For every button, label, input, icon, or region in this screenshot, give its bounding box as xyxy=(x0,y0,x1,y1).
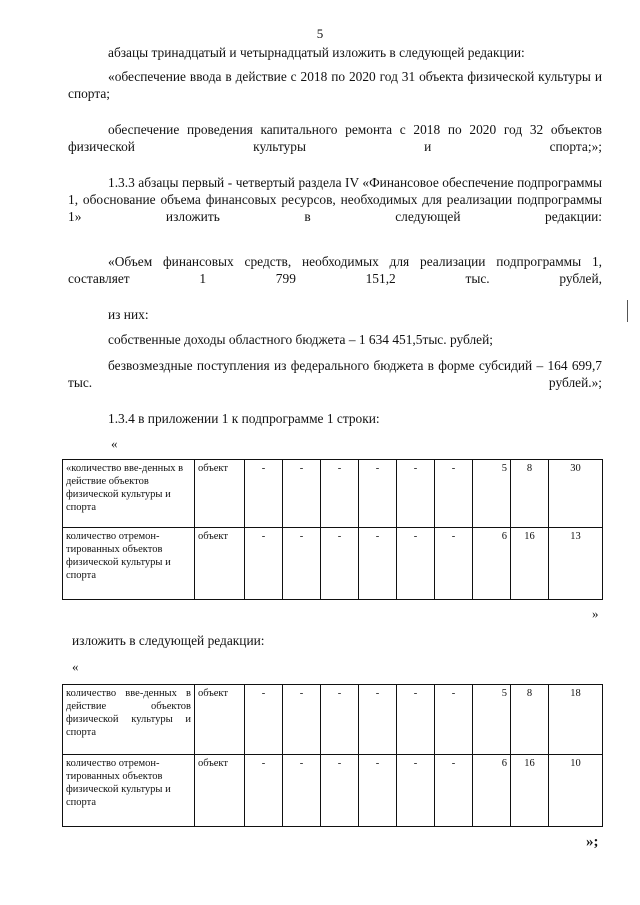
table-row xyxy=(63,460,603,528)
paragraph-federal-subsidies: безвозмездные поступления из федерального бюджета в форме субсидий – 164 699,7 тыс. рублей.»; xyxy=(68,358,602,390)
value-cell: - xyxy=(397,755,435,827)
paragraph-appendix: 1.3.4 в приложении 1 к подпрограмме 1 строки: xyxy=(108,411,380,426)
value-cell: - xyxy=(435,528,473,600)
paragraph-repair: обеспечение проведения капитального ремонта с 2018 по 2020 год 32 объектов физической культуры и спорта;»; xyxy=(68,122,602,154)
value-cell: 10 xyxy=(549,755,603,827)
value-cell: 6 xyxy=(473,755,511,827)
value-cell: 16 xyxy=(511,755,549,827)
value-cell: - xyxy=(359,755,397,827)
indicator-name: количество вве-денных в действие объектов физической культуры и спорта xyxy=(63,685,195,755)
value-cell: 13 xyxy=(549,528,603,600)
open-quote-old: « xyxy=(111,436,118,451)
value-cell: - xyxy=(359,528,397,600)
indicator-name: количество отремон-тированных объектов физической культуры и спорта xyxy=(63,528,195,600)
table-row xyxy=(63,755,603,827)
value-cell: - xyxy=(435,685,473,755)
unit-cell: объект xyxy=(195,685,245,755)
table-row xyxy=(63,528,603,600)
table-row xyxy=(63,685,603,755)
paragraph-commissioning: «обеспечение ввода в действие с 2018 по 2020 год 31 объекта физической культуры и спорта; xyxy=(68,69,602,101)
value-cell: - xyxy=(435,755,473,827)
value-cell: 5 xyxy=(473,460,511,528)
value-cell: - xyxy=(397,528,435,600)
value-cell: - xyxy=(245,460,283,528)
unit-cell: объект xyxy=(195,528,245,600)
unit-cell: объект xyxy=(195,460,245,528)
table-new-rows xyxy=(62,684,603,827)
unit-cell: объект xyxy=(195,755,245,827)
paragraph-of-them: из них: xyxy=(108,307,149,322)
value-cell: - xyxy=(283,685,321,755)
paragraph-section-iv: 1.3.3 абзацы первый - четвертый раздела IV «Финансовое обеспечение подпрограммы 1, обоснование объема финансовых ресурсов, необходимых для реализации подпрограммы 1» изложить в следующей редакции: xyxy=(68,175,602,224)
open-quote-new: « xyxy=(72,659,79,674)
value-cell: 16 xyxy=(511,528,549,600)
value-cell: - xyxy=(245,528,283,600)
indicator-name: «количество вве-денных в действие объектов физической культуры и спорта xyxy=(63,460,195,528)
close-quote-old: » xyxy=(592,606,599,621)
value-cell: - xyxy=(321,528,359,600)
value-cell: - xyxy=(321,755,359,827)
value-cell: 5 xyxy=(473,685,511,755)
page-number: 5 xyxy=(316,26,324,41)
paragraph-new-edition: изложить в следующей редакции: xyxy=(72,633,265,648)
paragraph-own-revenue: собственные доходы областного бюджета – 1 634 451,5тыс. рублей; xyxy=(108,332,493,347)
value-cell: - xyxy=(283,755,321,827)
value-cell: - xyxy=(245,685,283,755)
value-cell: 6 xyxy=(473,528,511,600)
indicator-name: количество отремон-тированных объектов физической культуры и спорта xyxy=(63,755,195,827)
close-quote-final: »; xyxy=(586,834,599,850)
value-cell: - xyxy=(283,460,321,528)
value-cell: - xyxy=(245,755,283,827)
value-cell: - xyxy=(397,685,435,755)
value-cell: 8 xyxy=(511,685,549,755)
value-cell: - xyxy=(283,528,321,600)
value-cell: - xyxy=(359,685,397,755)
value-cell: 8 xyxy=(511,460,549,528)
value-cell: - xyxy=(321,685,359,755)
value-cell: 30 xyxy=(549,460,603,528)
value-cell: - xyxy=(321,460,359,528)
value-cell: - xyxy=(397,460,435,528)
paragraph-funding-volume: «Объем финансовых средств, необходимых для реализации подпрограммы 1, составляет 1 799 151,2 тыс. рублей, xyxy=(68,254,602,286)
scan-edge-mark xyxy=(627,300,628,322)
value-cell: - xyxy=(359,460,397,528)
table-old-rows xyxy=(62,459,603,600)
paragraph-intro: абзацы тринадцатый и четырнадцатый изложить в следующей редакции: xyxy=(108,45,525,60)
value-cell: 18 xyxy=(549,685,603,755)
value-cell: - xyxy=(435,460,473,528)
